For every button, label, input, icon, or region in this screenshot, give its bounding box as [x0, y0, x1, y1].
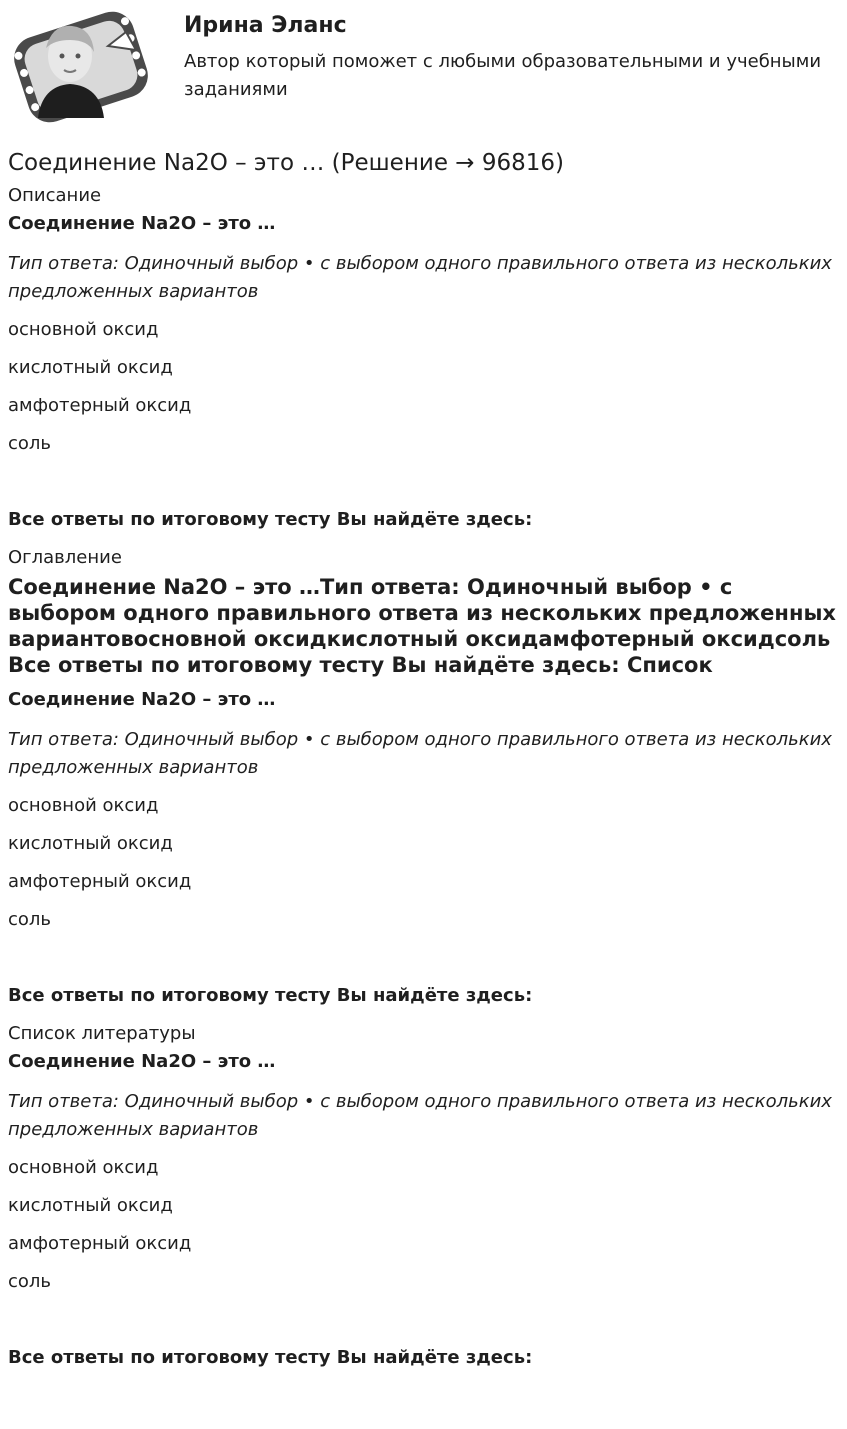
author-description: Автор который поможет с любыми образовательными и учебными заданиями	[184, 51, 822, 100]
option-item: основной оксид	[8, 795, 159, 816]
option-item: соль	[8, 1271, 52, 1292]
section-label-toc: Оглавление	[8, 547, 122, 568]
question-title: Соединение Na2O – это …	[8, 213, 276, 234]
option-item: кислотный оксид	[8, 357, 173, 378]
author-avatar[interactable]	[8, 6, 154, 128]
author-card	[8, 0, 839, 140]
question-title: Соединение Na2O – это …	[8, 689, 276, 710]
answers-link: Все ответы по итоговому тесту Вы найдёте здесь:	[8, 985, 533, 1006]
section-label-bibliography: Список литературы	[8, 1023, 196, 1044]
option-item: кислотный оксид	[8, 1195, 173, 1216]
section-label-description: Описание	[8, 185, 102, 206]
option-item: основной оксид	[8, 1157, 159, 1178]
toc-heading: Соединение Na2O – это …Тип ответа: Одиночный выбор • с выбором одного правильного ответа из нескольких предложенных вариантовосновной оксидкислотный оксидамфотерный оксидсоль Все ответы по итоговому тесту Вы найдёте здесь: Список	[8, 575, 836, 677]
toc-section	[8, 546, 839, 1008]
answers-link: Все ответы по итоговому тесту Вы найдёте здесь:	[8, 509, 533, 530]
option-item: амфотерный оксид	[8, 871, 192, 892]
answer-type: Тип ответа: Одиночный выбор • с выбором одного правильного ответа из нескольких предложенных вариантов	[8, 729, 832, 778]
answer-type: Тип ответа: Одиночный выбор • с выбором одного правильного ответа из нескольких предложенных вариантов	[8, 1091, 832, 1140]
option-item: кислотный оксид	[8, 833, 173, 854]
option-item: соль	[8, 909, 52, 930]
option-item: основной оксид	[8, 319, 159, 340]
answers-link: Все ответы по итоговому тесту Вы найдёте здесь:	[8, 1347, 533, 1368]
description-section	[8, 184, 839, 532]
author-name[interactable]: Ирина Эланс	[184, 13, 347, 38]
option-item: амфотерный оксид	[8, 395, 192, 416]
answer-type: Тип ответа: Одиночный выбор • с выбором одного правильного ответа из нескольких предложенных вариантов	[8, 253, 832, 302]
page-title: Соединение Na2O – это … (Решение → 96816)	[8, 150, 564, 176]
bibliography-section	[8, 1022, 839, 1370]
option-item: амфотерный оксид	[8, 1233, 192, 1254]
question-title: Соединение Na2O – это …	[8, 1051, 276, 1072]
option-item: соль	[8, 433, 52, 454]
